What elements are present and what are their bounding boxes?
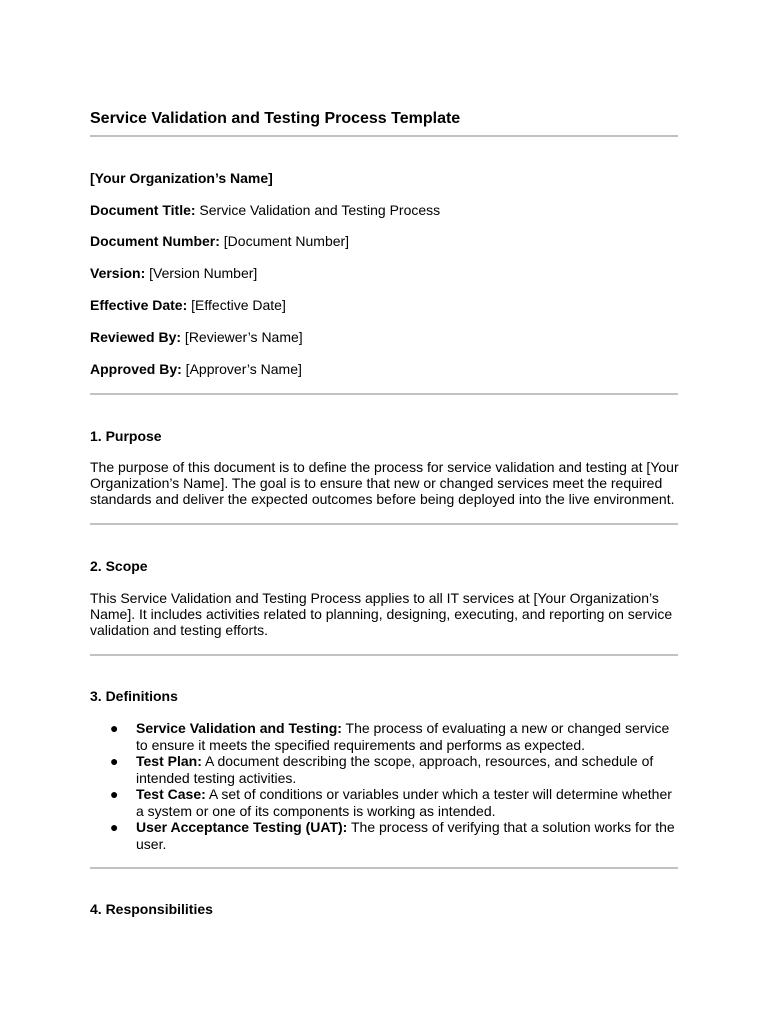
paragraph-line: standards and deliver the expected outcomes before being deployed into the live environment. bbox=[90, 491, 675, 507]
list-item bbox=[110, 819, 690, 852]
paragraph-line: validation and testing efforts. bbox=[90, 622, 268, 638]
field-label: Reviewed By: bbox=[90, 329, 182, 345]
field-version bbox=[90, 265, 257, 281]
list-item bbox=[110, 753, 690, 786]
paragraph-line: Name]. It includes activities related to planning, designing, executing, and reporting on service bbox=[90, 606, 673, 622]
field-value: [Document Number] bbox=[219, 233, 350, 249]
field-document-title bbox=[90, 202, 440, 218]
definition-term: User Acceptance Testing (UAT): bbox=[136, 819, 348, 835]
field-label: Effective Date: bbox=[90, 297, 188, 313]
field-document-number bbox=[90, 233, 349, 249]
paragraph-line: The purpose of this document is to define the process for service validation and testing at [Your bbox=[90, 459, 679, 475]
bullet-icon: ● bbox=[110, 720, 119, 736]
definition-text: A set of conditions or variables under which a tester will determine whether bbox=[205, 786, 672, 802]
definition-continuation: a system or one of its components is working as intended. bbox=[136, 802, 496, 819]
section-heading-definitions: 3. Definitions bbox=[90, 688, 178, 704]
field-label: Version: bbox=[90, 265, 146, 281]
field-label: Document Number: bbox=[90, 233, 220, 249]
list-item bbox=[110, 786, 690, 819]
paragraph-line: This Service Validation and Testing Process applies to all IT services at [Your Organization’s bbox=[90, 590, 659, 606]
divider bbox=[90, 523, 678, 525]
field-value: Service Validation and Testing Process bbox=[195, 202, 441, 218]
definition-line bbox=[136, 753, 690, 770]
field-value: [Approver’s Name] bbox=[181, 361, 302, 377]
definitions-list bbox=[110, 720, 690, 852]
divider bbox=[90, 867, 678, 869]
bullet-icon: ● bbox=[110, 819, 119, 835]
field-reviewed-by bbox=[90, 329, 303, 345]
divider bbox=[90, 135, 678, 137]
divider bbox=[90, 393, 678, 395]
bullet-icon: ● bbox=[110, 753, 119, 769]
divider bbox=[90, 654, 678, 656]
definition-text: The process of verifying that a solution works for the bbox=[347, 819, 675, 835]
definition-line bbox=[136, 786, 690, 803]
definition-text: The process of evaluating a new or changed service bbox=[341, 720, 670, 736]
section-heading-purpose: 1. Purpose bbox=[90, 428, 162, 444]
definition-line bbox=[136, 720, 690, 737]
field-approved-by bbox=[90, 361, 302, 377]
definition-text: A document describing the scope, approach, resources, and schedule of bbox=[201, 753, 654, 769]
section-heading-scope: 2. Scope bbox=[90, 558, 148, 574]
definition-continuation: user. bbox=[136, 835, 167, 852]
scope-paragraph bbox=[90, 590, 690, 638]
definition-term: Test Case: bbox=[136, 786, 206, 802]
document-heading: Service Validation and Testing Process Template bbox=[90, 110, 461, 127]
field-label: Approved By: bbox=[90, 361, 182, 377]
field-effective-date bbox=[90, 297, 286, 313]
field-value: [Effective Date] bbox=[187, 297, 286, 313]
purpose-paragraph bbox=[90, 459, 690, 507]
definition-continuation: intended testing activities. bbox=[136, 769, 297, 786]
list-item bbox=[110, 720, 690, 753]
paragraph-line: Organization’s Name]. The goal is to ensure that new or changed services meet the required bbox=[90, 475, 663, 491]
bullet-icon: ● bbox=[110, 786, 119, 802]
definition-term: Service Validation and Testing: bbox=[136, 720, 342, 736]
definition-continuation: to ensure it meets the specified requirements and performs as expected. bbox=[136, 736, 586, 753]
organization-name: [Your Organization’s Name] bbox=[90, 170, 273, 186]
section-heading-responsibilities: 4. Responsibilities bbox=[90, 901, 213, 917]
definition-term: Test Plan: bbox=[136, 753, 202, 769]
field-value: [Reviewer’s Name] bbox=[181, 329, 303, 345]
definition-line bbox=[136, 819, 690, 836]
field-label: Document Title: bbox=[90, 202, 196, 218]
field-value: [Version Number] bbox=[145, 265, 258, 281]
